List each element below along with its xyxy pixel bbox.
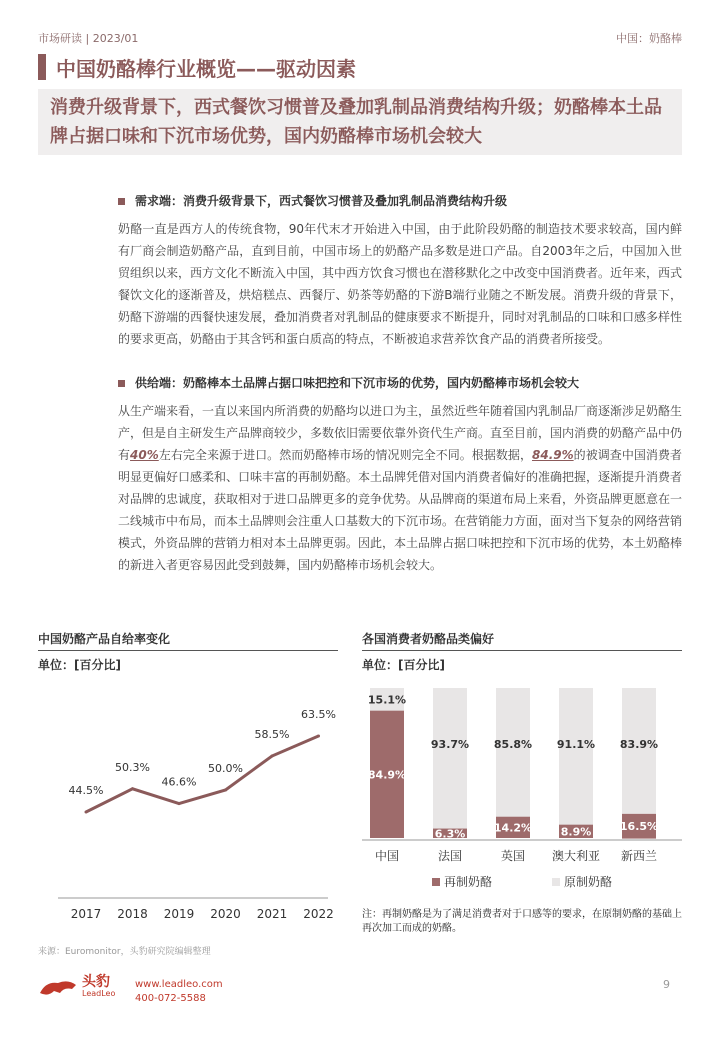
bar-chart xyxy=(362,670,682,900)
bar-label-processed: 84.9% xyxy=(367,768,407,782)
legend-swatch-processed xyxy=(432,878,440,886)
website-link[interactable]: www.leadleo.com xyxy=(135,979,223,990)
supply-section xyxy=(118,372,682,576)
supply-text-3: 的被调查中国消费者明显更偏好口感柔和、口味丰富的再制奶酪。本土品牌凭借对国内消费者偏好的准确把握，逐渐提升消费者对品牌的忠诚度，获取相对于进口品牌更多的竞争优势。从品牌商的渠道布局上来看，外资品牌更愿意在一二线城市中布局，而本土品牌则会注重人口基数大的下沉市场。在营销能力方面，面对当下复杂的网络营销模式，外资品牌的营销力相对本土品牌更弱。因此，本土品牌占据口味把控和下沉市场的优势，本土奶酪棒的新进入者更容易因此受到鼓舞，国内奶酪棒市场机会较大。 xyxy=(118,448,683,572)
line-chart-unit: 单位：[百分比] xyxy=(38,658,121,672)
page-title: 中国奶酪棒行业概览——驱动因素 xyxy=(56,56,356,81)
supply-text-2: 左右完全来源于进口。然而奶酪棒市场的情况则完全不同。根据数据， xyxy=(158,448,532,462)
summary-box: 消费升级背景下，西式餐饮习惯普及叠加乳制品消费结构升级；奶酪棒本土品牌占据口味和下沉市场优势，国内奶酪棒市场机会较大 xyxy=(38,89,682,155)
bar-label-natural: 15.1% xyxy=(367,693,407,707)
demand-heading-text: 需求端：消费升级背景下，西式餐饮习惯普及叠加乳制品消费结构升级 xyxy=(135,194,508,208)
demand-section xyxy=(118,190,682,350)
legend-label-processed: 再制奶酪 xyxy=(444,875,493,889)
line-point xyxy=(178,802,181,805)
x-tick-label: 2019 xyxy=(163,907,195,921)
x-tick-label: 2022 xyxy=(303,907,334,921)
line-chart xyxy=(38,670,338,930)
bar-label-natural: 93.7% xyxy=(430,738,470,751)
line-data-label: 50.0% xyxy=(208,762,243,775)
legend-label-natural: 原制奶酪 xyxy=(564,875,613,889)
phone-number: 400-072-5588 xyxy=(135,993,206,1004)
x-tick-label: 2017 xyxy=(70,907,102,921)
line-chart-title: 中国奶酪产品自给率变化 xyxy=(38,632,171,646)
source-text: 来源：Euromonitor，头豹研究院编辑整理 xyxy=(38,947,211,957)
bar-chart-divider xyxy=(362,650,682,651)
line-data-label: 50.3% xyxy=(115,760,150,774)
chart-note: 注：再制奶酪是为了满足消费者对于口感等的要求，在原制奶酪的基础上再次加工而成的奶酪。 xyxy=(362,909,682,934)
line-series xyxy=(86,736,319,812)
bar-segment-natural xyxy=(556,688,596,825)
line-point xyxy=(131,787,134,790)
supply-heading-text: 供给端：奶酪棒本土品牌占据口味把控和下沉市场的优势，国内奶酪棒市场机会较大 xyxy=(135,376,580,390)
highlight-84: 84.9% xyxy=(532,448,574,462)
line-point xyxy=(271,755,274,758)
line-point xyxy=(224,789,227,792)
x-tick-label: 法国 xyxy=(437,849,463,863)
x-tick-label: 英国 xyxy=(500,849,526,863)
line-data-label: 46.6% xyxy=(161,775,197,789)
highlight-40: 40% xyxy=(130,448,159,462)
bar-label-natural: 85.8% xyxy=(493,738,533,751)
x-tick-label: 澳大利亚 xyxy=(551,849,601,863)
legend-swatch-natural xyxy=(552,878,560,886)
bar-segment-natural xyxy=(493,688,533,817)
supply-heading xyxy=(118,372,682,394)
line-point xyxy=(85,811,88,814)
title-accent-bar xyxy=(38,54,46,80)
supply-paragraph xyxy=(118,400,682,576)
line-point xyxy=(317,735,320,738)
report-meta: 市场研读 | 2023/01 xyxy=(38,32,139,45)
x-tick-label: 中国 xyxy=(374,849,400,863)
line-data-label: 63.5% xyxy=(301,708,336,721)
line-data-label: 44.5% xyxy=(68,784,104,797)
page-number: 9 xyxy=(663,978,670,991)
brand-logo xyxy=(38,975,115,1001)
logo-text-en: LeadLeo xyxy=(82,989,116,998)
x-tick-label: 2020 xyxy=(210,907,241,921)
logo-text-cn: 头豹 xyxy=(82,974,110,990)
x-tick-label: 2021 xyxy=(256,907,288,921)
demand-heading xyxy=(118,190,682,212)
bar-chart-title: 各国消费者奶酪品类偏好 xyxy=(362,632,495,646)
contact-info xyxy=(135,978,223,1006)
bar-label-processed: 14.2% xyxy=(493,821,533,835)
x-tick-label: 2018 xyxy=(117,907,148,921)
supply-text-1: 从生产端来看，一直以来国内所消费的奶酪均以进口为主，虽然近些年随着国内乳制品厂商逐渐涉足奶酪生产，但是自主研发生产品牌商较少，多数依旧需要依靠外资代生产商。直至目前，国内消费的奶酪产品中仍有 xyxy=(118,404,683,462)
report-topic: 中国：奶酪棒 xyxy=(616,32,682,45)
x-tick-label: 新西兰 xyxy=(620,849,658,863)
title-row xyxy=(38,52,682,82)
line-data-label: 58.5% xyxy=(254,728,290,741)
line-chart-divider xyxy=(38,650,338,651)
bar-label-processed: 8.9% xyxy=(560,825,592,839)
bar-label-natural: 83.9% xyxy=(619,738,659,751)
bar-segment-natural xyxy=(430,688,470,829)
bar-label-natural: 91.1% xyxy=(556,738,596,751)
bullet-square-icon xyxy=(118,380,125,387)
demand-paragraph: 奶酪一直是西方人的传统食物，90年代末才开始进入中国，由于此阶段奶酪的制造技术要求较高，国内鲜有厂商会制造奶酪产品，直到目前，中国市场上的奶酪产品多数是进口产品。自2003年之后，中国加入世贸组织以来，西方文化不断流入中国，其中西方饮食习惯也在潜移默化之中改变中国消费者。近年来，西式餐饮文化的逐渐普及，烘焙糕点、西餐厅、奶茶等奶酪的下游B端行业随之不断发展。消费升级的背景下，奶酪下游端的西餐快速发展，叠加消费者对乳制品的健康要求不断提升，同时对乳制品的口味和口感多样性的要求更高，奶酪由于其含钙和蛋白质高的特点，不断被追求营养饮食产品的消费者所接受。 xyxy=(118,222,683,346)
bar-label-processed: 6.3% xyxy=(434,827,466,841)
bar-chart-unit: 单位：[百分比] xyxy=(362,658,445,672)
leopard-icon xyxy=(38,975,78,1001)
bar-label-processed: 16.5% xyxy=(619,820,659,834)
bullet-square-icon xyxy=(118,198,125,205)
